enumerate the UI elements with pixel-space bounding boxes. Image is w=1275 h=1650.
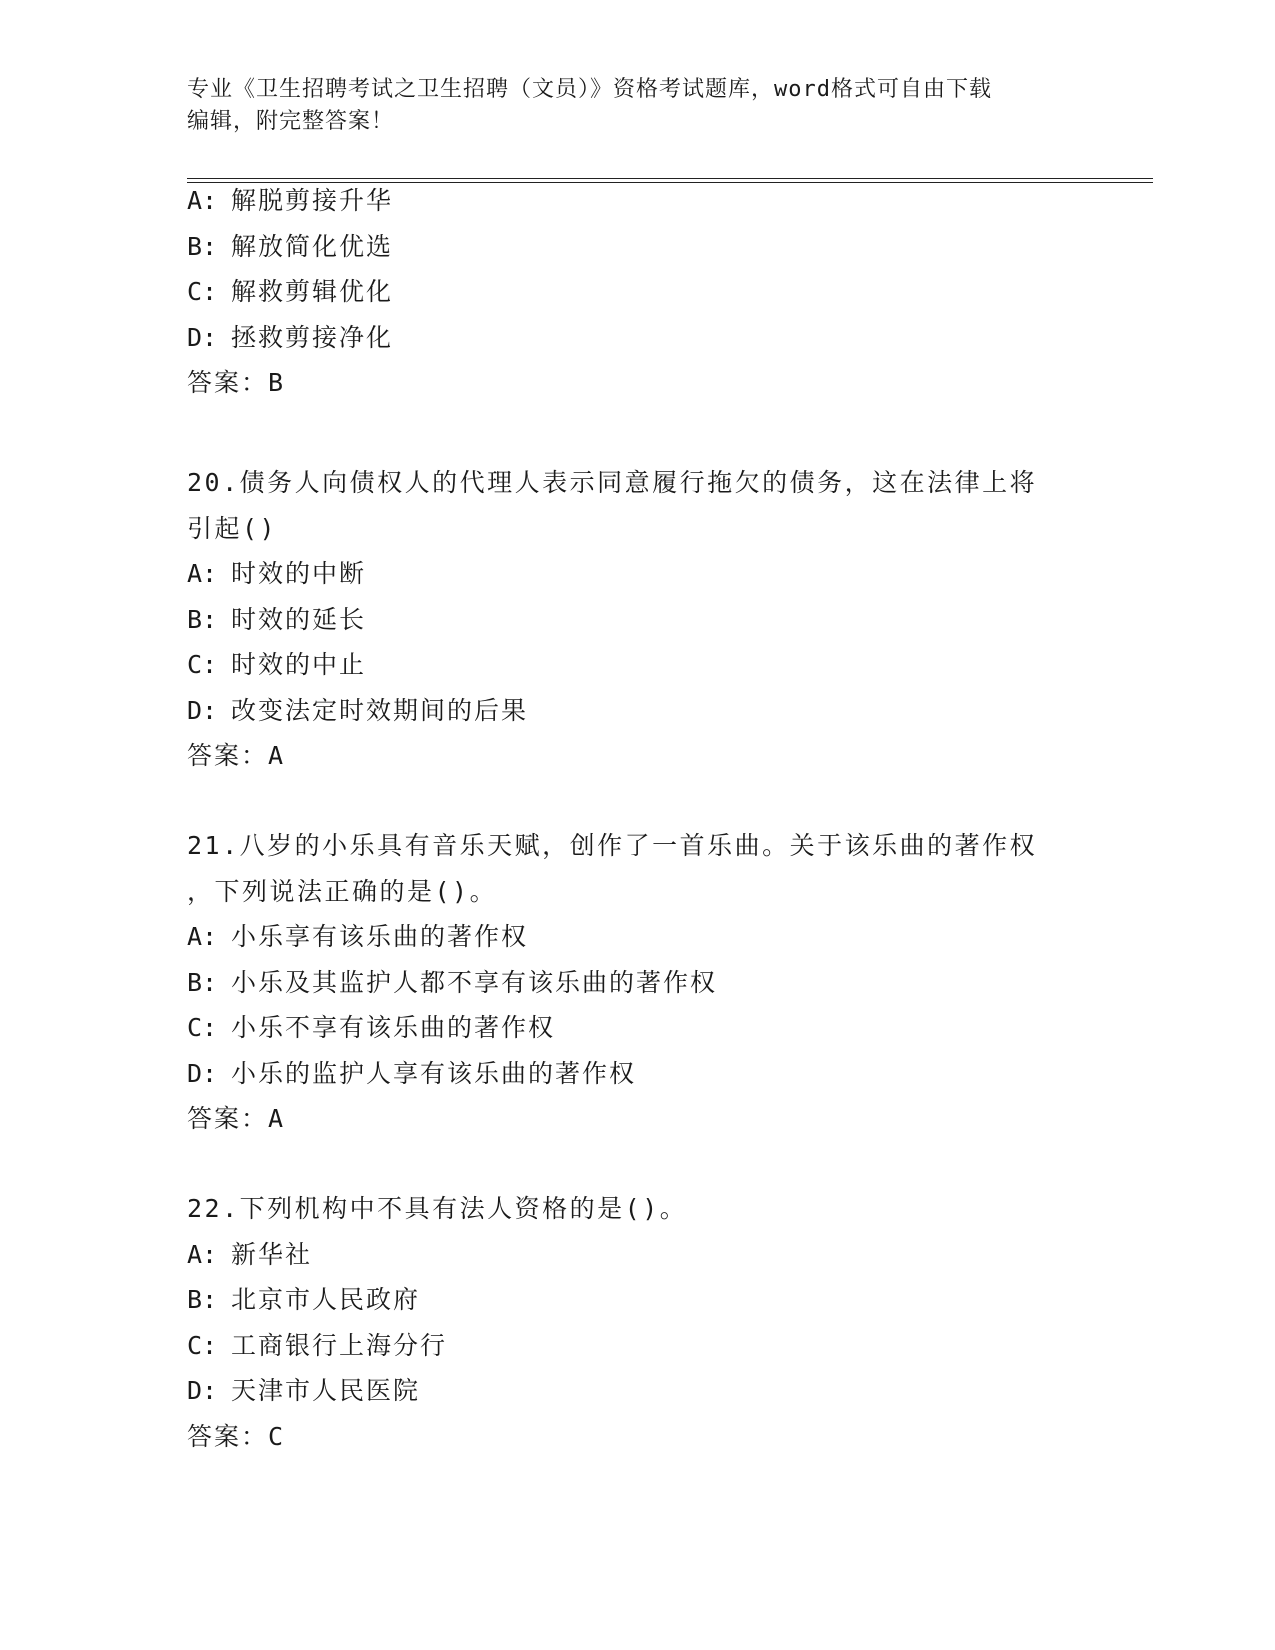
option-text: 时效的中断 [231,559,367,588]
header-line-2: 编辑，附完整答案！ [187,109,395,134]
answer-value: C [268,1421,286,1451]
option-text: 时效的延长 [231,604,367,634]
option-text: 新华社 [231,1239,313,1269]
option-b [187,224,1087,270]
option-text: 小乐的监护人享有该乐曲的著作权 [231,1058,637,1088]
option-label: D: [187,695,218,725]
question-stem-line-2: ，下列说法正确的是()。 [187,876,498,906]
option-a [187,914,1087,960]
option-label: D: [187,322,218,352]
option-label: B: [187,967,218,997]
option-a [187,178,1087,224]
option-label: C: [187,650,218,679]
option-text: 工商银行上海分行 [231,1330,448,1360]
option-text: 小乐不享有该乐曲的著作权 [231,1013,556,1042]
option-d [187,1368,1087,1414]
option-c [187,1005,1087,1051]
answer-line [187,1096,1087,1142]
option-d [187,315,1087,361]
option-label: D: [187,1376,218,1405]
option-label: A: [187,559,218,588]
option-label: B: [187,231,218,261]
answer-line [187,360,1087,406]
question-19 [187,178,1087,406]
option-c [187,269,1087,315]
question-stem-line-1: 22.下列机构中不具有法人资格的是()。 [187,1194,688,1223]
option-label: A: [187,922,218,951]
option-a [187,551,1087,597]
document-header [187,74,1087,138]
option-a [187,1232,1087,1278]
option-text: 天津市人民医院 [231,1376,421,1405]
option-c [187,642,1087,688]
option-label: C: [187,277,218,306]
option-text: 解脱剪接升华 [231,186,394,215]
option-text: 拯救剪接净化 [231,322,394,352]
option-text: 北京市人民政府 [231,1285,421,1314]
question-21 [187,823,1087,1142]
option-label: A: [187,1239,218,1269]
option-label: D: [187,1058,218,1088]
header-line-1: 专业《卫生招聘考试之卫生招聘（文员）》资格考试题库，word格式可自由下载 [187,77,992,102]
option-label: B: [187,604,218,634]
option-label: C: [187,1013,218,1042]
option-b [187,960,1087,1006]
answer-line [187,733,1087,779]
option-label: C: [187,1330,218,1360]
option-text: 小乐及其监护人都不享有该乐曲的著作权 [231,967,718,997]
option-text: 解救剪辑优化 [231,277,394,306]
option-d [187,688,1087,734]
question-20 [187,460,1087,779]
answer-value: A [268,1104,286,1133]
answer-label: 答案： [187,741,269,770]
option-b [187,1277,1087,1323]
answer-label: 答案： [187,368,269,397]
question-stem-line-1: 21.八岁的小乐具有音乐天赋，创作了一首乐曲。关于该乐曲的著作权 [187,831,1038,860]
option-text: 解放简化优选 [231,231,394,261]
option-b [187,597,1087,643]
option-label: A: [187,186,218,215]
option-text: 小乐享有该乐曲的著作权 [231,922,529,951]
option-text: 改变法定时效期间的后果 [231,695,529,725]
answer-line [187,1414,1087,1460]
question-22 [187,1186,1087,1459]
question-stem-line-2: 引起() [187,513,278,543]
option-label: B: [187,1285,218,1314]
answer-value: A [268,741,286,770]
answer-value: B [268,368,286,397]
option-text: 时效的中止 [231,650,367,679]
answer-label: 答案： [187,1421,269,1451]
question-stem-line-1: 20.债务人向债权人的代理人表示同意履行拖欠的债务，这在法律上将 [187,468,1038,497]
answer-label: 答案： [187,1104,269,1133]
option-c [187,1323,1087,1369]
option-d [187,1051,1087,1097]
